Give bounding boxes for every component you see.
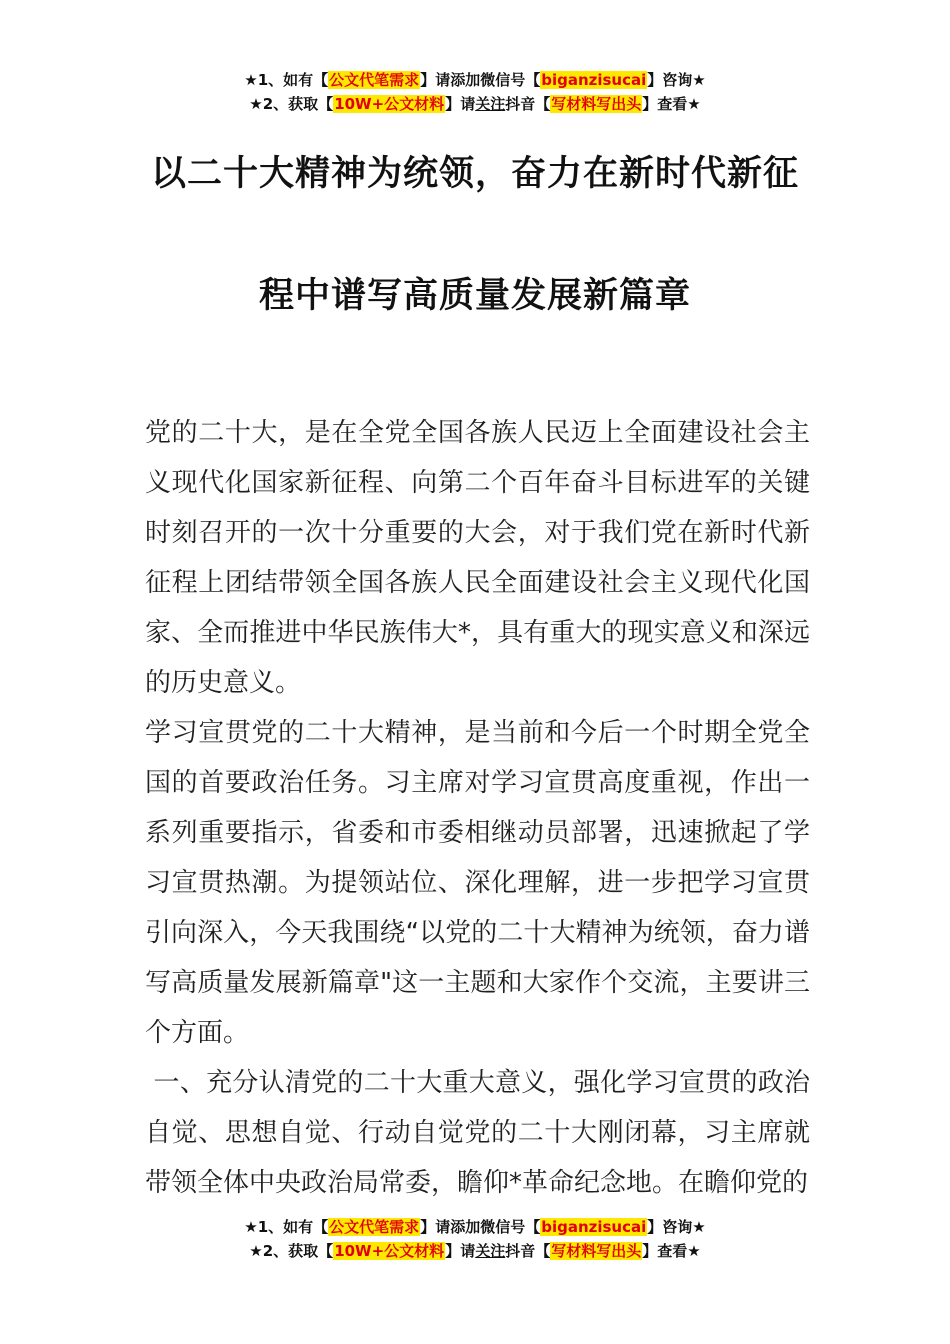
bottom-banner (0, 1215, 950, 1263)
paragraph: 学习宣贯党的二十大精神，是当前和今后一个时期全党全国的首要政治任务。习主席对学习宣贯高度重视，作出一系列重要指示，省委和市委相继动员部署，迅速掀起了学习宣贯热潮。为提领站位、深化理解，进一步把学习宣贯引向深入，今天我围绕“以党的二十大精神为统领，奋力谱写高质量发展新篇章"这一主题和大家作个交流，主要讲三个方面。 (145, 718, 810, 1048)
top-banner (0, 68, 950, 116)
banner-text: 】请添加微信号【 (420, 1218, 541, 1236)
banner-text: ★1、如有【 (244, 71, 329, 89)
document-title-line-2: 程中谱写高质量发展新篇章 (258, 276, 691, 316)
banner-line-2 (0, 92, 950, 116)
paragraph: 党的二十大，是在全党全国各族人民迈上全面建设社会主义现代化国家新征程、向第二个百年奋斗目标进军的关键时刻召开的一次十分重要的大会，对于我们党在新时代新征程上团结带领全国各族人民全面建设社会主义现代化国家、全而推进中华民族伟大*，具有重大的现实意义和深远的历史意义。 (145, 418, 810, 698)
banner-text: 抖音【 (505, 1242, 551, 1260)
banner-highlight-wechat: biganzisucai (541, 71, 647, 89)
document-body (145, 408, 810, 1208)
banner-text: 】查看★ (642, 1242, 701, 1260)
banner-line-2 (0, 1239, 950, 1263)
banner-highlight-wechat: biganzisucai (541, 1218, 647, 1236)
document-title-line-1: 以二十大精神为统领，奋力在新时代新征 (150, 154, 799, 194)
banner-text: 】请 (445, 95, 476, 113)
banner-highlight-douyin: 写材料写出头 (551, 95, 642, 113)
banner-text: 】查看★ (642, 95, 701, 113)
banner-highlight: 10W+公文材料 (334, 95, 445, 113)
banner-text: ★2、获取【 (249, 95, 334, 113)
banner-text: ★2、获取【 (249, 1242, 334, 1260)
banner-underline: 关注 (475, 1242, 506, 1260)
banner-text: 】请添加微信号【 (420, 71, 541, 89)
banner-highlight: 公文代笔需求 (329, 1218, 420, 1236)
banner-text: ★1、如有【 (244, 1218, 329, 1236)
banner-highlight-douyin: 写材料写出头 (551, 1242, 642, 1260)
banner-underline: 关注 (475, 95, 506, 113)
banner-text: 抖音【 (505, 95, 551, 113)
banner-highlight: 公文代笔需求 (329, 71, 420, 89)
banner-line-1 (0, 68, 950, 92)
banner-text: 】咨询★ (647, 1218, 706, 1236)
banner-text: 】咨询★ (647, 71, 706, 89)
paragraph: 一、充分认清党的二十大重大意义，强化学习宣贯的政治自觉、思想自觉、行动自觉党的二十大刚闭幕，习主席就带领全体中央政治局常委，瞻仰*革命纪念地。在瞻仰党的 (145, 1068, 810, 1198)
banner-line-1 (0, 1215, 950, 1239)
banner-highlight: 10W+公文材料 (334, 1242, 445, 1260)
banner-text: 】请 (445, 1242, 476, 1260)
